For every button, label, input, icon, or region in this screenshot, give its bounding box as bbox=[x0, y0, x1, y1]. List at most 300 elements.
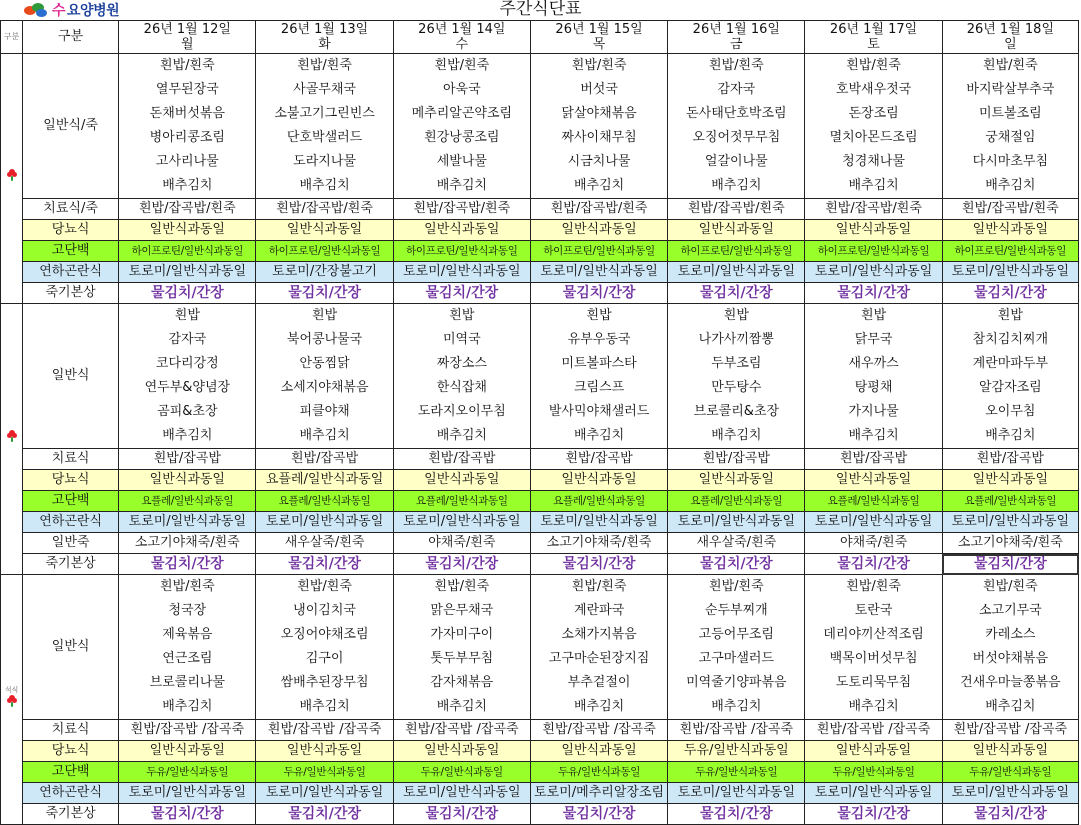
dinner-porridge-cell: 물김치/간장 bbox=[942, 804, 1078, 825]
lunch-menu-item: 발사믹야채샐러드 bbox=[530, 400, 667, 424]
breakfast-dysphagia-row bbox=[1, 262, 1079, 283]
dinner-diabetic-label: 당뇨식 bbox=[23, 741, 119, 762]
dinner-menu-item: 흰밥/흰죽 bbox=[942, 575, 1078, 600]
dinner-menu-item: 흰밥/흰죽 bbox=[256, 575, 393, 600]
dinner-general-row bbox=[1, 599, 1079, 623]
dinner-porridge-cell: 물김치/간장 bbox=[256, 804, 393, 825]
dinner-menu-item: 계란파국 bbox=[530, 599, 667, 623]
dinner-therapy-row bbox=[1, 720, 1079, 741]
breakfast-dysphagia-cell: 토로미/일반식과동일 bbox=[668, 262, 805, 283]
lunch-porridge_type-cell: 새우살죽/흰죽 bbox=[256, 533, 393, 554]
breakfast-menu-item: 배추김치 bbox=[530, 174, 667, 199]
day-date: 26년 1월 18일 bbox=[966, 22, 1054, 37]
breakfast-protein-cell: 하이프로틴/일반식과동일 bbox=[119, 241, 256, 262]
lunch-dysphagia-cell: 토로미/일반식과동일 bbox=[668, 512, 805, 533]
dinner-menu-item: 쌈배추된장무침 bbox=[256, 671, 393, 695]
breakfast-therapy-cell: 흰밥/잡곡밥/흰죽 bbox=[119, 199, 256, 220]
breakfast-menu-item: 흰밥/흰죽 bbox=[668, 54, 805, 79]
lunch-general-row bbox=[1, 376, 1079, 400]
page-title: 주간식단표 bbox=[499, 0, 582, 19]
breakfast-menu-item: 아욱국 bbox=[393, 78, 530, 102]
lunch-protein-cell: 요플레/일반식과동일 bbox=[530, 491, 667, 512]
lunch-menu-item: 흰밥 bbox=[119, 304, 256, 329]
lunch-dysphagia-cell: 토로미/일반식과동일 bbox=[805, 512, 942, 533]
dinner-therapy-cell: 흰밥/잡곡밥 /잡곡죽 bbox=[256, 720, 393, 741]
lunch-diabetic-cell: 일반식과동일 bbox=[119, 470, 256, 491]
breakfast-menu-item: 다시마초무침 bbox=[942, 150, 1078, 174]
breakfast-therapy-cell: 흰밥/잡곡밥/흰죽 bbox=[942, 199, 1078, 220]
lunch-menu-item: 안동찜닭 bbox=[256, 352, 393, 376]
breakfast-protein-cell: 하이프로틴/일반식과동일 bbox=[668, 241, 805, 262]
dinner-menu-item: 배추김치 bbox=[393, 695, 530, 720]
breakfast-menu-item: 세발나물 bbox=[393, 150, 530, 174]
breakfast-dysphagia-cell: 토로미/일반식과동일 bbox=[393, 262, 530, 283]
lunch-menu-item: 배추김치 bbox=[530, 424, 667, 449]
dinner-dysphagia-cell: 토로미/메추리알장조림 bbox=[530, 783, 667, 804]
day-date: 26년 1월 17일 bbox=[829, 22, 918, 37]
dinner-menu-item: 백목이버섯무침 bbox=[805, 647, 942, 671]
lunch-menu-item: 곰피&초장 bbox=[119, 400, 256, 424]
lunch-dysphagia-cell: 토로미/일반식과동일 bbox=[942, 512, 1078, 533]
dinner-dysphagia-cell: 토로미/일반식과동일 bbox=[256, 783, 393, 804]
dinner-diabetic-cell: 두유/일반식과동일 bbox=[668, 741, 805, 762]
dinner-menu-item: 토란국 bbox=[805, 599, 942, 623]
lunch-menu-item: 참치김치찌개 bbox=[942, 328, 1078, 352]
breakfast-general-label: 일반식/죽 bbox=[23, 54, 119, 199]
breakfast-therapy-cell: 흰밥/잡곡밥/흰죽 bbox=[393, 199, 530, 220]
dinner-diabetic-cell: 일반식과동일 bbox=[805, 741, 942, 762]
lunch-general-row bbox=[1, 400, 1079, 424]
lunch-menu-item: 흰밥 bbox=[942, 304, 1078, 329]
corner-tiny-label: 구분 bbox=[1, 21, 23, 54]
dinner-general-row bbox=[1, 623, 1079, 647]
lunch-porridge-cell: 물김치/간장 bbox=[805, 554, 942, 575]
dinner-therapy-cell: 흰밥/잡곡밥 /잡곡죽 bbox=[805, 720, 942, 741]
lunch-protein-label: 고단백 bbox=[23, 491, 119, 512]
dinner-dysphagia-cell: 토로미/일반식과동일 bbox=[668, 783, 805, 804]
breakfast-porridge-row bbox=[1, 283, 1079, 304]
dinner-porridge-cell: 물김치/간장 bbox=[119, 804, 256, 825]
breakfast-general-row bbox=[1, 150, 1079, 174]
lunch-menu-item: 코다리강정 bbox=[119, 352, 256, 376]
dinner-menu-item: 맑은무채국 bbox=[393, 599, 530, 623]
breakfast-menu-item: 버섯국 bbox=[530, 78, 667, 102]
dinner-menu-item: 소채가지볶음 bbox=[530, 623, 667, 647]
day-of-week: 토 bbox=[867, 37, 880, 52]
dinner-dysphagia-cell: 토로미/일반식과동일 bbox=[393, 783, 530, 804]
category-header: 구분 bbox=[23, 21, 119, 54]
day-date: 26년 1월 13일 bbox=[280, 22, 369, 37]
dinner-general-row bbox=[1, 695, 1079, 720]
dinner-menu-item: 브로콜리나물 bbox=[119, 671, 256, 695]
hospital-name: 요양병원 bbox=[67, 3, 120, 19]
dinner-porridge-cell: 물김치/간장 bbox=[668, 804, 805, 825]
breakfast-porridge-cell: 물김치/간장 bbox=[530, 283, 667, 304]
breakfast-dysphagia-label: 연하곤란식 bbox=[23, 262, 119, 283]
dinner-protein-cell: 두유/일반식과동일 bbox=[942, 762, 1078, 783]
lunch-porridge-cell: 물김치/간장 bbox=[119, 554, 256, 575]
breakfast-menu-item: 사골무채국 bbox=[256, 78, 393, 102]
dinner-therapy-label: 치료식 bbox=[23, 720, 119, 741]
breakfast-side-cell bbox=[1, 54, 23, 304]
breakfast-menu-item: 호박새우젓국 bbox=[805, 78, 942, 102]
breakfast-therapy-row bbox=[1, 199, 1079, 220]
lunch-protein-cell: 요플레/일반식과동일 bbox=[805, 491, 942, 512]
lunch-porridge_type-cell: 야채죽/흰죽 bbox=[805, 533, 942, 554]
dinner-general-row bbox=[1, 575, 1079, 600]
dinner-therapy-cell: 흰밥/잡곡밥 /잡곡죽 bbox=[530, 720, 667, 741]
breakfast-menu-item: 고사리나물 bbox=[119, 150, 256, 174]
breakfast-dysphagia-cell: 토로미/일반식과동일 bbox=[942, 262, 1078, 283]
breakfast-menu-item: 돈사태단호박조림 bbox=[668, 102, 805, 126]
lunch-menu-item: 배추김치 bbox=[668, 424, 805, 449]
breakfast-porridge-label: 죽기본상 bbox=[23, 283, 119, 304]
breakfast-menu-item: 흰밥/흰죽 bbox=[393, 54, 530, 79]
lunch-menu-item: 브로콜리&초장 bbox=[668, 400, 805, 424]
lunch-menu-item: 유부우동국 bbox=[530, 328, 667, 352]
lunch-dysphagia-cell: 토로미/일반식과동일 bbox=[530, 512, 667, 533]
breakfast-general-row bbox=[1, 174, 1079, 199]
dinner-menu-item: 소고기무국 bbox=[942, 599, 1078, 623]
lunch-menu-item: 만두탕수 bbox=[668, 376, 805, 400]
lunch-therapy-cell: 흰밥/잡곡밥 bbox=[256, 449, 393, 470]
breakfast-menu-item: 흰밥/흰죽 bbox=[942, 54, 1078, 79]
lunch-porridge-label: 죽기본상 bbox=[23, 554, 119, 575]
day-date: 26년 1월 16일 bbox=[692, 22, 780, 37]
lunch-menu-item: 북어콩나물국 bbox=[256, 328, 393, 352]
dinner-menu-item: 순두부찌개 bbox=[668, 599, 805, 623]
lunch-therapy-label: 치료식 bbox=[23, 449, 119, 470]
dinner-menu-item: 건새우마늘쫑볶음 bbox=[942, 671, 1078, 695]
dinner-diabetic-cell: 일반식과동일 bbox=[119, 741, 256, 762]
day-header bbox=[668, 21, 805, 54]
lunch-therapy-cell: 흰밥/잡곡밥 bbox=[668, 449, 805, 470]
day-of-week: 목 bbox=[592, 37, 606, 52]
lunch-protein-row bbox=[1, 491, 1079, 512]
lunch-diabetic-label: 당뇨식 bbox=[23, 470, 119, 491]
dinner-dysphagia-label: 연하곤란식 bbox=[23, 783, 119, 804]
dinner-protein-label: 고단백 bbox=[23, 762, 119, 783]
lunch-protein-cell: 요플레/일반식과동일 bbox=[119, 491, 256, 512]
lunch-menu-item: 새우까스 bbox=[805, 352, 942, 376]
dinner-menu-item: 가자미구이 bbox=[393, 623, 530, 647]
lunch-general-row bbox=[1, 352, 1079, 376]
breakfast-porridge-cell: 물김치/간장 bbox=[256, 283, 393, 304]
day-date: 26년 1월 12일 bbox=[143, 22, 231, 37]
breakfast-diabetic-cell: 일반식과동일 bbox=[668, 220, 805, 241]
lunch-menu-item: 감자국 bbox=[119, 328, 256, 352]
lunch-menu-item: 알감자조림 bbox=[942, 376, 1078, 400]
day-of-week: 금 bbox=[730, 37, 743, 52]
dinner-therapy-cell: 흰밥/잡곡밥 /잡곡죽 bbox=[668, 720, 805, 741]
breakfast-therapy-cell: 흰밥/잡곡밥/흰죽 bbox=[530, 199, 667, 220]
day-header bbox=[805, 21, 942, 54]
dinner-protein-cell: 두유/일반식과동일 bbox=[530, 762, 667, 783]
lunch-menu-item: 배추김치 bbox=[805, 424, 942, 449]
breakfast-therapy-label: 치료식/죽 bbox=[23, 199, 119, 220]
dinner-protein-cell: 두유/일반식과동일 bbox=[393, 762, 530, 783]
breakfast-diabetic-row bbox=[1, 220, 1079, 241]
breakfast-protein-cell: 하이프로틴/일반식과동일 bbox=[530, 241, 667, 262]
lunch-menu-item: 가지나물 bbox=[805, 400, 942, 424]
breakfast-general-row bbox=[1, 54, 1079, 79]
breakfast-menu-item: 배추김치 bbox=[805, 174, 942, 199]
breakfast-menu-item: 소불고기그린빈스 bbox=[256, 102, 393, 126]
breakfast-menu-item: 감자국 bbox=[668, 78, 805, 102]
day-header bbox=[942, 21, 1078, 54]
dinner-menu-item: 배추김치 bbox=[805, 695, 942, 720]
lunch-therapy-row bbox=[1, 449, 1079, 470]
dinner-menu-item: 제육볶음 bbox=[119, 623, 256, 647]
dinner-menu-item: 흰밥/흰죽 bbox=[668, 575, 805, 600]
lunch-dysphagia-row bbox=[1, 512, 1079, 533]
lunch-dysphagia-cell: 토로미/일반식과동일 bbox=[393, 512, 530, 533]
breakfast-dysphagia-cell: 토로미/일반식과동일 bbox=[119, 262, 256, 283]
breakfast-menu-item: 배추김치 bbox=[119, 174, 256, 199]
hospital-prefix: 수 bbox=[52, 3, 66, 19]
lunch-menu-item: 도라지오이무침 bbox=[393, 400, 530, 424]
lunch-diabetic-cell: 일반식과동일 bbox=[668, 470, 805, 491]
breakfast-protein-label: 고단백 bbox=[23, 241, 119, 262]
lunch-porridge-cell: 물김치/간장 bbox=[668, 554, 805, 575]
breakfast-dysphagia-cell: 토로미/간장불고기 bbox=[256, 262, 393, 283]
day-of-week: 화 bbox=[318, 37, 331, 52]
header-row bbox=[1, 21, 1079, 54]
breakfast-menu-item: 배추김치 bbox=[393, 174, 530, 199]
lunch-diabetic-row bbox=[1, 470, 1079, 491]
breakfast-protein-cell: 하이프로틴/일반식과동일 bbox=[805, 241, 942, 262]
dinner-diabetic-cell: 일반식과동일 bbox=[393, 741, 530, 762]
lunch-menu-item: 미역국 bbox=[393, 328, 530, 352]
breakfast-protein-row bbox=[1, 241, 1079, 262]
breakfast-menu-item: 돈장조림 bbox=[805, 102, 942, 126]
dinner-menu-item: 데리야끼산적조림 bbox=[805, 623, 942, 647]
dinner-porridge-cell: 물김치/간장 bbox=[530, 804, 667, 825]
lunch-general-row bbox=[1, 304, 1079, 329]
lunch-side-cell bbox=[1, 304, 23, 575]
lunch-menu-item: 흰밥 bbox=[393, 304, 530, 329]
lunch-porridge-cell: 물김치/간장 bbox=[942, 554, 1078, 575]
lunch-diabetic-cell: 일반식과동일 bbox=[805, 470, 942, 491]
dinner-menu-item: 흰밥/흰죽 bbox=[393, 575, 530, 600]
dinner-general-label: 일반식 bbox=[23, 575, 119, 720]
breakfast-diabetic-cell: 일반식과동일 bbox=[530, 220, 667, 241]
dinner-porridge-label: 죽기본상 bbox=[23, 804, 119, 825]
breakfast-menu-item: 멸치아몬드조림 bbox=[805, 126, 942, 150]
dinner-side-cell bbox=[1, 575, 23, 825]
lunch-porridge-row bbox=[1, 554, 1079, 575]
lunch-menu-item: 흰밥 bbox=[530, 304, 667, 329]
breakfast-diabetic-cell: 일반식과동일 bbox=[805, 220, 942, 241]
day-date: 26년 1월 14일 bbox=[418, 22, 506, 37]
dinner-menu-item: 고구마샐러드 bbox=[668, 647, 805, 671]
breakfast-porridge-cell: 물김치/간장 bbox=[942, 283, 1078, 304]
dinner-protein-cell: 두유/일반식과동일 bbox=[256, 762, 393, 783]
dinner-menu-item: 흰밥/흰죽 bbox=[119, 575, 256, 600]
breakfast-therapy-cell: 흰밥/잡곡밥/흰죽 bbox=[805, 199, 942, 220]
breakfast-menu-item: 흰밥/흰죽 bbox=[119, 54, 256, 79]
dinner-menu-item: 도토리묵무침 bbox=[805, 671, 942, 695]
lunch-protein-cell: 요플레/일반식과동일 bbox=[668, 491, 805, 512]
lunch-menu-item: 흰밥 bbox=[805, 304, 942, 329]
dinner-therapy-cell: 흰밥/잡곡밥 /잡곡죽 bbox=[393, 720, 530, 741]
lunch-therapy-cell: 흰밥/잡곡밥 bbox=[393, 449, 530, 470]
breakfast-menu-item: 흰밥/흰죽 bbox=[256, 54, 393, 79]
header bbox=[0, 0, 1081, 20]
lunch-menu-item: 배추김치 bbox=[119, 424, 256, 449]
lunch-menu-item: 나가사끼짬뽕 bbox=[668, 328, 805, 352]
dinner-menu-item: 배추김치 bbox=[119, 695, 256, 720]
day-header bbox=[119, 21, 256, 54]
dinner-diabetic-cell: 일반식과동일 bbox=[256, 741, 393, 762]
dinner-menu-item: 연근조림 bbox=[119, 647, 256, 671]
day-header bbox=[530, 21, 667, 54]
lunch-dysphagia-label: 연하곤란식 bbox=[23, 512, 119, 533]
breakfast-menu-item: 흰밥/흰죽 bbox=[805, 54, 942, 79]
lunch-menu-item: 피클야채 bbox=[256, 400, 393, 424]
weekly-menu-table bbox=[0, 20, 1079, 825]
dinner-menu-item: 배추김치 bbox=[530, 695, 667, 720]
lunch-general-row bbox=[1, 424, 1079, 449]
lunch-menu-item: 한식잡채 bbox=[393, 376, 530, 400]
dinner-porridge-row bbox=[1, 804, 1079, 825]
flower-icon bbox=[7, 169, 17, 181]
dinner-menu-item: 흰밥/흰죽 bbox=[530, 575, 667, 600]
lunch-therapy-cell: 흰밥/잡곡밥 bbox=[942, 449, 1078, 470]
breakfast-menu-item: 배추김치 bbox=[942, 174, 1078, 199]
dinner-menu-item: 부추겉절이 bbox=[530, 671, 667, 695]
lunch-porridge_type-cell: 야채죽/흰죽 bbox=[393, 533, 530, 554]
dinner-dysphagia-cell: 토로미/일반식과동일 bbox=[942, 783, 1078, 804]
dinner-menu-item: 고구마순된장지짐 bbox=[530, 647, 667, 671]
dinner-porridge-cell: 물김치/간장 bbox=[393, 804, 530, 825]
breakfast-general-row bbox=[1, 126, 1079, 150]
day-header bbox=[393, 21, 530, 54]
lunch-general-row bbox=[1, 328, 1079, 352]
lunch-menu-item: 오이무침 bbox=[942, 400, 1078, 424]
lunch-menu-item: 연두부&양념장 bbox=[119, 376, 256, 400]
lunch-diabetic-cell: 요플레/일반식과동일 bbox=[256, 470, 393, 491]
breakfast-menu-item: 배추김치 bbox=[256, 174, 393, 199]
lunch-protein-cell: 요플레/일반식과동일 bbox=[942, 491, 1078, 512]
day-of-week: 일 bbox=[1004, 37, 1017, 52]
lunch-menu-item: 흰밥 bbox=[668, 304, 805, 329]
lunch-therapy-cell: 흰밥/잡곡밥 bbox=[119, 449, 256, 470]
day-of-week: 수 bbox=[455, 37, 469, 52]
breakfast-diabetic-label: 당뇨식 bbox=[23, 220, 119, 241]
breakfast-porridge-cell: 물김치/간장 bbox=[393, 283, 530, 304]
dinner-menu-item: 미역줄기양파볶음 bbox=[668, 671, 805, 695]
dinner-dysphagia-cell: 토로미/일반식과동일 bbox=[119, 783, 256, 804]
breakfast-porridge-cell: 물김치/간장 bbox=[805, 283, 942, 304]
breakfast-menu-item: 흰밥/흰죽 bbox=[530, 54, 667, 79]
breakfast-porridge-cell: 물김치/간장 bbox=[668, 283, 805, 304]
dinner-menu-item: 흰밥/흰죽 bbox=[805, 575, 942, 600]
breakfast-dysphagia-cell: 토로미/일반식과동일 bbox=[805, 262, 942, 283]
lunch-menu-item: 미트볼파스타 bbox=[530, 352, 667, 376]
flower-icon bbox=[7, 695, 17, 707]
breakfast-menu-item: 미트볼조림 bbox=[942, 102, 1078, 126]
dinner-therapy-cell: 흰밥/잡곡밥 /잡곡죽 bbox=[119, 720, 256, 741]
lunch-protein-cell: 요플레/일반식과동일 bbox=[256, 491, 393, 512]
lunch-dysphagia-cell: 토로미/일반식과동일 bbox=[256, 512, 393, 533]
flower-icon bbox=[7, 430, 17, 442]
lunch-diabetic-cell: 일반식과동일 bbox=[393, 470, 530, 491]
lunch-porridge-cell: 물김치/간장 bbox=[530, 554, 667, 575]
dinner-menu-item: 톳두부무침 bbox=[393, 647, 530, 671]
lunch-porridge_type-cell: 새우살죽/흰죽 bbox=[668, 533, 805, 554]
breakfast-protein-cell: 하이프로틴/일반식과동일 bbox=[393, 241, 530, 262]
breakfast-diabetic-cell: 일반식과동일 bbox=[393, 220, 530, 241]
dinner-menu-item: 고등어무조림 bbox=[668, 623, 805, 647]
dinner-tiny-label: 석식 bbox=[4, 685, 19, 694]
dinner-dysphagia-row bbox=[1, 783, 1079, 804]
lunch-porridge_type-cell: 소고기야채죽/흰죽 bbox=[942, 533, 1078, 554]
lunch-therapy-cell: 흰밥/잡곡밥 bbox=[805, 449, 942, 470]
dinner-protein-row bbox=[1, 762, 1079, 783]
breakfast-menu-item: 돈채버섯볶음 bbox=[119, 102, 256, 126]
dinner-menu-item: 배추김치 bbox=[256, 695, 393, 720]
breakfast-menu-item: 열무된장국 bbox=[119, 78, 256, 102]
dinner-menu-item: 김구이 bbox=[256, 647, 393, 671]
day-date: 26년 1월 15일 bbox=[555, 22, 643, 37]
lunch-porridge-cell: 물김치/간장 bbox=[256, 554, 393, 575]
breakfast-menu-item: 닭살야채볶음 bbox=[530, 102, 667, 126]
dinner-diabetic-cell: 일반식과동일 bbox=[530, 741, 667, 762]
breakfast-porridge-cell: 물김치/간장 bbox=[119, 283, 256, 304]
dinner-menu-item: 배추김치 bbox=[668, 695, 805, 720]
lunch-porridge_type-row bbox=[1, 533, 1079, 554]
lunch-menu-item: 배추김치 bbox=[256, 424, 393, 449]
breakfast-diabetic-cell: 일반식과동일 bbox=[119, 220, 256, 241]
lunch-menu-item: 크림스프 bbox=[530, 376, 667, 400]
breakfast-protein-cell: 하이프로틴/일반식과동일 bbox=[256, 241, 393, 262]
breakfast-general-row bbox=[1, 102, 1079, 126]
lunch-menu-item: 계란마파두부 bbox=[942, 352, 1078, 376]
breakfast-menu-item: 메추리알곤약조림 bbox=[393, 102, 530, 126]
dinner-protein-cell: 두유/일반식과동일 bbox=[668, 762, 805, 783]
lunch-diabetic-cell: 일반식과동일 bbox=[942, 470, 1078, 491]
breakfast-therapy-cell: 흰밥/잡곡밥/흰죽 bbox=[256, 199, 393, 220]
lunch-menu-item: 배추김치 bbox=[942, 424, 1078, 449]
dinner-menu-item: 청국장 bbox=[119, 599, 256, 623]
day-of-week: 월 bbox=[181, 37, 194, 52]
breakfast-menu-item: 바지락살부추국 bbox=[942, 78, 1078, 102]
lunch-general-label: 일반식 bbox=[23, 304, 119, 449]
breakfast-menu-item: 병아리콩조림 bbox=[119, 126, 256, 150]
lunch-menu-item: 닭무국 bbox=[805, 328, 942, 352]
dinner-menu-item: 버섯야채볶음 bbox=[942, 647, 1078, 671]
breakfast-diabetic-cell: 일반식과동일 bbox=[256, 220, 393, 241]
breakfast-therapy-cell: 흰밥/잡곡밥/흰죽 bbox=[668, 199, 805, 220]
breakfast-menu-item: 단호박샐러드 bbox=[256, 126, 393, 150]
breakfast-general-row bbox=[1, 78, 1079, 102]
breakfast-menu-item: 시금치나물 bbox=[530, 150, 667, 174]
lunch-porridge-cell: 물김치/간장 bbox=[393, 554, 530, 575]
lunch-porridge_type-cell: 소고기야채죽/흰죽 bbox=[119, 533, 256, 554]
breakfast-menu-item: 배추김치 bbox=[668, 174, 805, 199]
breakfast-menu-item: 오징어젓무무침 bbox=[668, 126, 805, 150]
dinner-menu-item: 냉이김치국 bbox=[256, 599, 393, 623]
dinner-diabetic-cell: 일반식과동일 bbox=[942, 741, 1078, 762]
breakfast-diabetic-cell: 일반식과동일 bbox=[942, 220, 1078, 241]
dinner-menu-item: 카레소스 bbox=[942, 623, 1078, 647]
lunch-menu-item: 흰밥 bbox=[256, 304, 393, 329]
lunch-diabetic-cell: 일반식과동일 bbox=[530, 470, 667, 491]
day-header bbox=[256, 21, 393, 54]
lunch-porridge_type-cell: 소고기야채죽/흰죽 bbox=[530, 533, 667, 554]
lunch-menu-item: 배추김치 bbox=[393, 424, 530, 449]
